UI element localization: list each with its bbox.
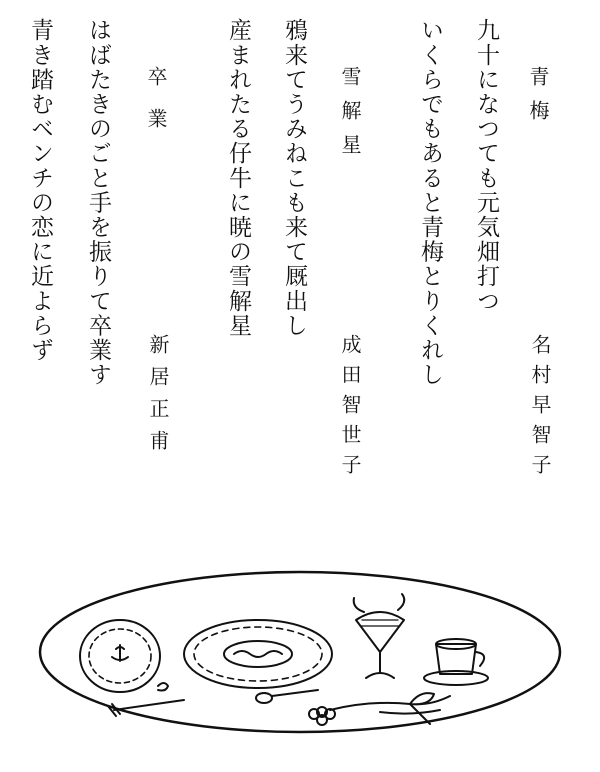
section-title: 青梅 — [526, 66, 550, 134]
haiku-line: 鴉来てうみねこも来て厩出し — [281, 18, 307, 338]
author-name: 成田智世子 — [338, 334, 362, 484]
section-title: 卒業 — [144, 66, 168, 150]
haiku-line: 九十になつても元気畑打つ — [473, 18, 499, 314]
haiku-line: はばたきのごと手を振りて卒業す — [85, 18, 111, 387]
haiku-line: 青き踏むベンチの恋に近よらず — [27, 18, 53, 363]
table-illustration — [0, 560, 600, 772]
table-oval — [40, 572, 560, 732]
author-name: 新居正甫 — [146, 334, 170, 462]
haiku-line: 産まれたる仔牛に暁の雪解星 — [225, 18, 251, 338]
section-title: 雪解星 — [338, 66, 362, 168]
author-name: 名村早智子 — [528, 334, 552, 484]
haiku-line: いくらでもあると青梅とりくれし — [417, 18, 443, 387]
